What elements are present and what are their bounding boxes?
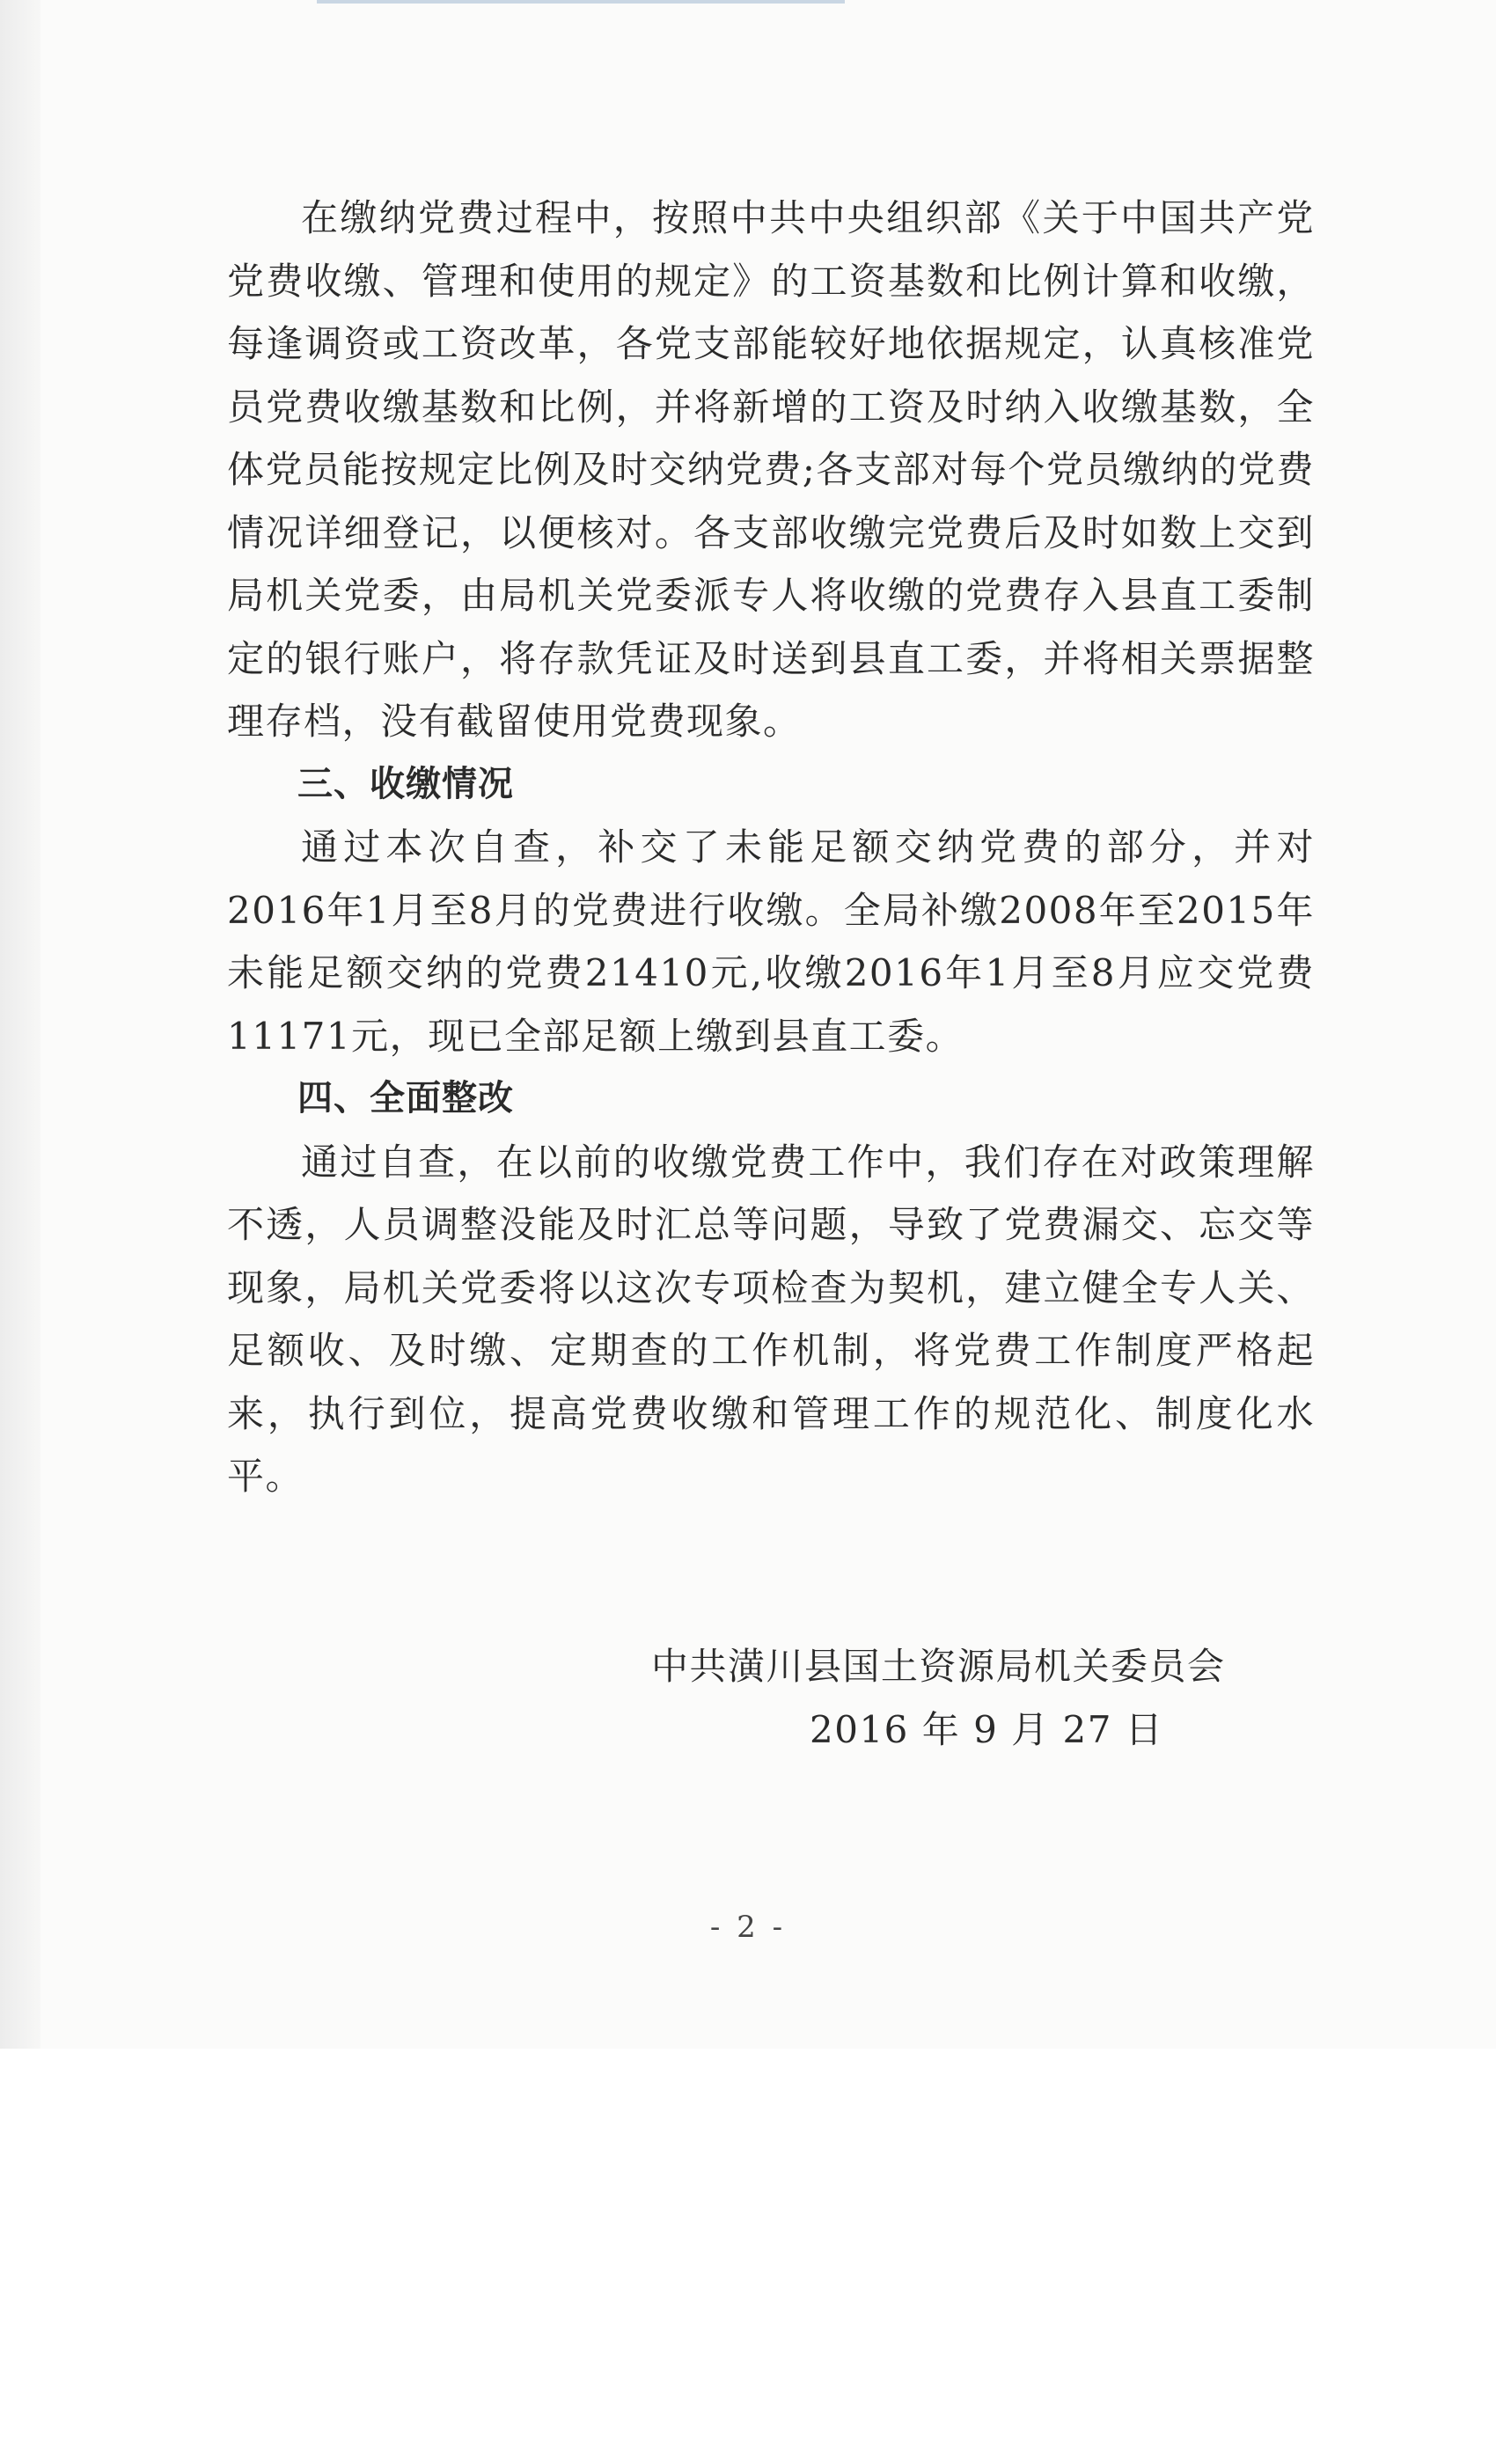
section-heading-rectification: 四、全面整改	[297, 1078, 514, 1118]
paragraph-payment-process: 在缴纳党费过程中，按照中共中央组织部《关于中国共产党党费收缴、管理和使用的规定》的工资基数和比例计算和收缴，每逢调资或工资改革，各党支部能较好地依据规定，认真核准党员党费收缴基数和比例，并将新增的工资及时纳入收缴基数，全体党员能按规定比例及时交纳党费;各支部对每个党员缴纳的党费情况详细登记，以便核对。各支部收缴完党费后及时如数上交到局机关党委，由局机关党委派专人将收缴的党费存入县直工委制定的银行账户，将存款凭证及时送到县直工委，并将相关票据整理存档，没有截留使用党费现象。	[227, 196, 1315, 743]
paragraph-collection-status: 通过本次自查，补交了未能足额交纳党费的部分，并对2016年1月至8月的党费进行收缴。全局补缴2008年至2015年未能足额交纳的党费21410元,收缴2016年1月至8月应交党费11171元，现已全部足额上缴到县直工委。	[227, 825, 1315, 1058]
signature-date: 2016 年 9 月 27 日	[810, 1708, 1164, 1751]
scan-top-mark	[317, 0, 845, 4]
signature-organization: 中共潢川县国土资源局机关委员会	[651, 1645, 1226, 1688]
section-heading-collection: 三、收缴情况	[297, 763, 514, 804]
signature-block	[651, 1635, 1285, 1762]
document-body	[227, 187, 1315, 1508]
paragraph-rectification: 通过自查，在以前的收缴党费工作中，我们存在对政策理解不透，人员调整没能及时汇总等问题，导致了党费漏交、忘交等现象，局机关党委将以这次专项检查为契机，建立健全专人关、足额收、及时缴、定期查的工作机制，将党费工作制度严格起来，执行到位，提高党费收缴和管理工作的规范化、制度化水平。	[227, 1140, 1315, 1498]
page-number: - 2 -	[709, 1910, 787, 1945]
scan-edge-shadow	[0, 0, 40, 2049]
